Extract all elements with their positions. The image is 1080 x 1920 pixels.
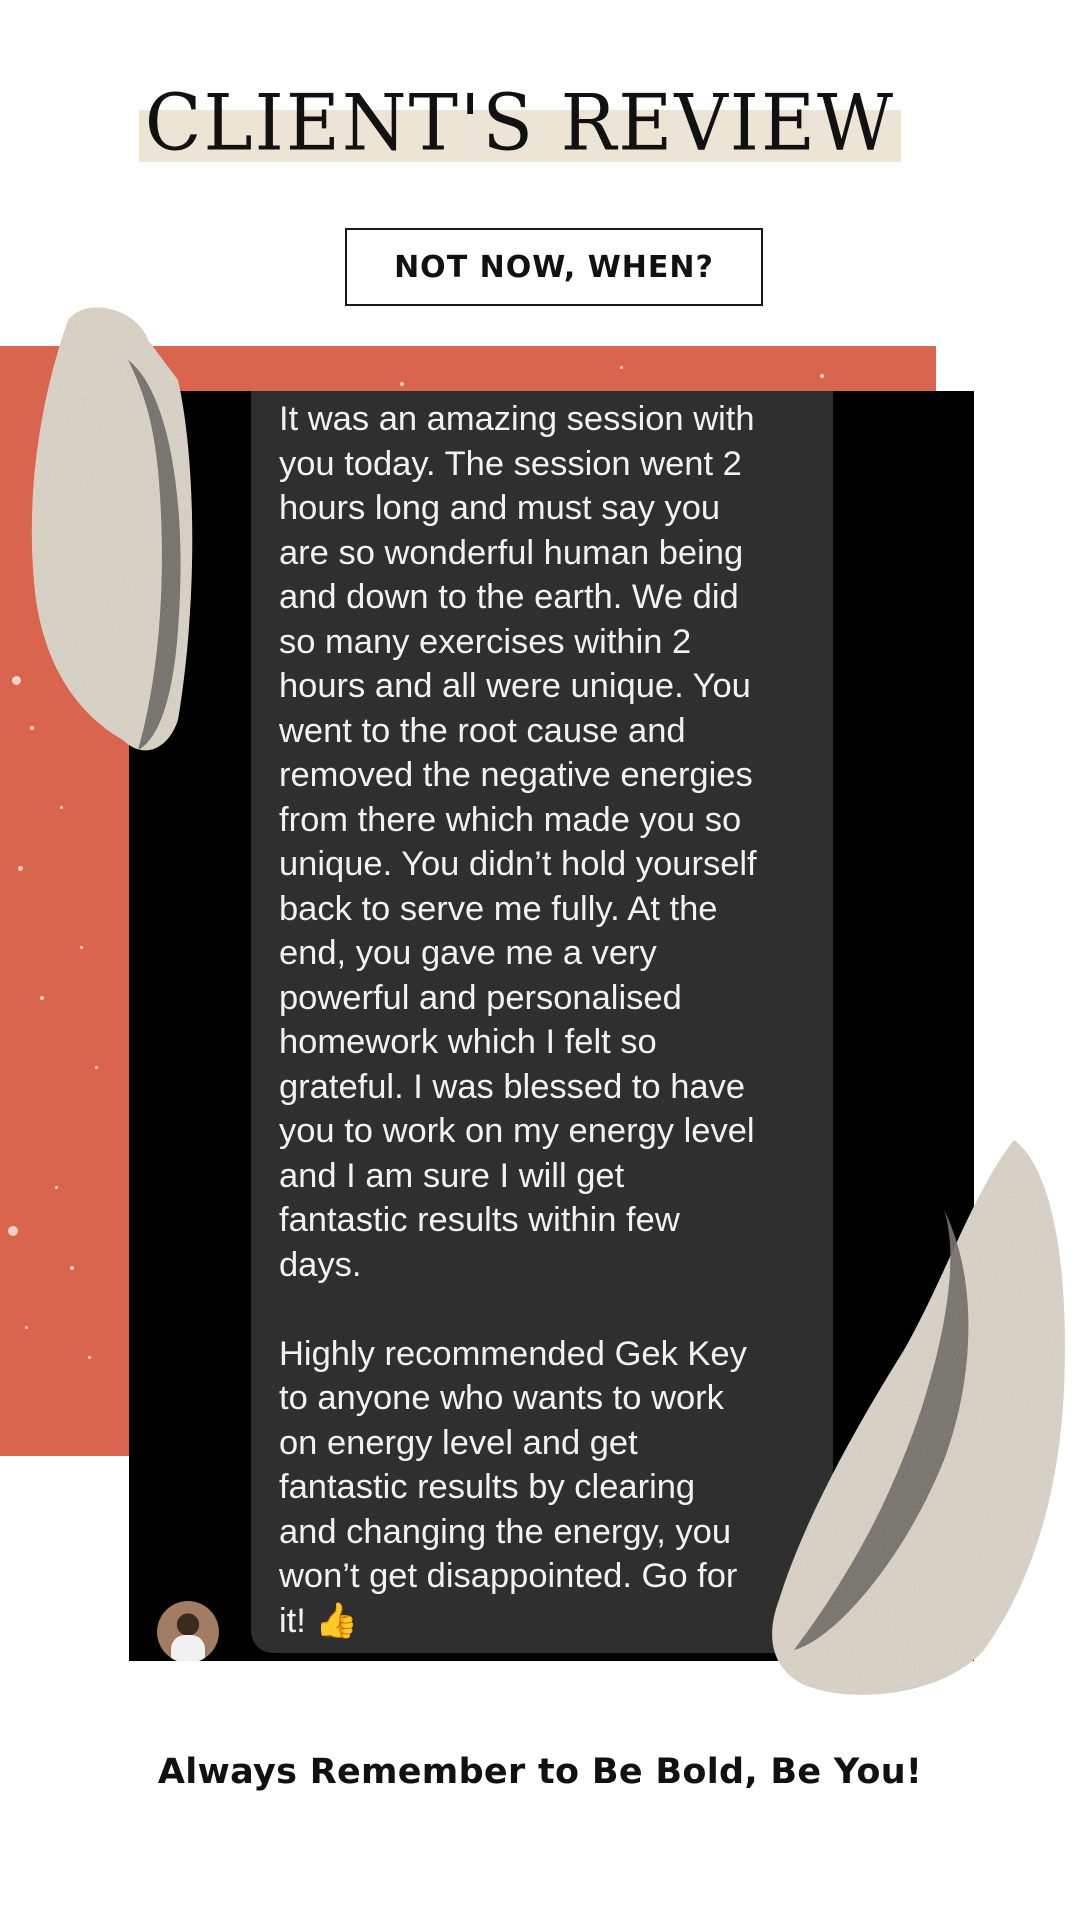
tagline: Always Remember to Be Bold, Be You!: [157, 1752, 923, 1792]
subtitle-box: NOT NOW, WHEN?: [345, 228, 763, 306]
speck: [8, 1226, 18, 1236]
speck: [25, 1326, 28, 1329]
avatar: [157, 1601, 219, 1661]
speck: [820, 374, 824, 378]
speck: [400, 382, 404, 386]
speck: [40, 996, 44, 1000]
speck: [55, 1186, 58, 1189]
speck: [18, 866, 23, 871]
page-title: CLIENT'S REVIEW: [139, 78, 901, 162]
title-container: [0, 78, 1080, 169]
brush-stroke-left: [28, 300, 198, 760]
speck: [70, 1266, 74, 1270]
speck: [80, 946, 83, 949]
speck: [88, 1356, 91, 1359]
speck: [12, 676, 21, 685]
avatar-figure: [171, 1635, 205, 1661]
review-message: It was an amazing session with you today. The session went 2 hours long and must say you are so wonderful human being and down to the earth. We did so many exercises within 2 hours and all were unique. You went to the root cause and removed the negative energies from there which made you so unique. You didn’t hold yourself back to serve me fully. At the end, you gave me a very powerful and personalised homework which I felt so grateful. I was blessed to have you to work on my energy level and I am sure I will get fantastic results within few days. Highly recommended Gek Key to anyone who wants to work on energy level and get fantastic results by clearing and changing the energy, you won’t get disappointed. Go for it! 👍: [279, 400, 757, 1640]
speck: [620, 366, 623, 369]
brush-stroke-right: [764, 1130, 1069, 1700]
speck: [60, 806, 63, 809]
speck: [95, 1066, 98, 1069]
